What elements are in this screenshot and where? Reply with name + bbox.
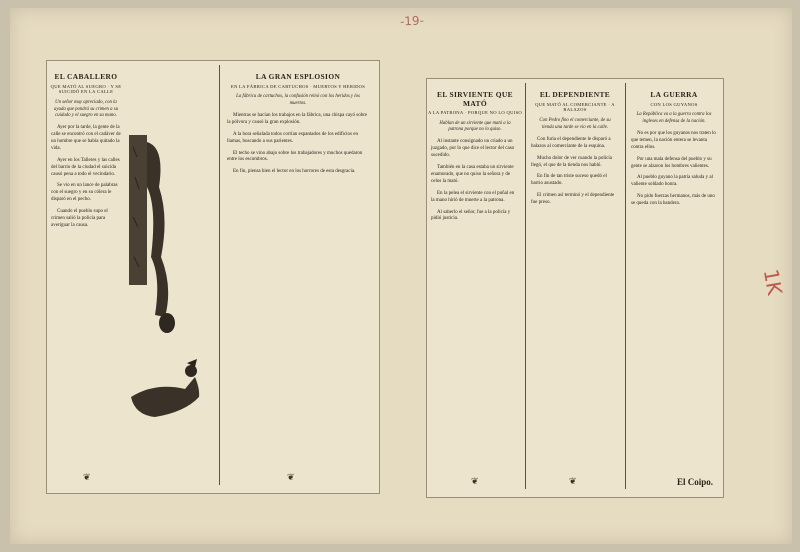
paragraph: Mientras se hacían los trabajos en la fábrica, una chispa cayó sobre la pólvora y causó la gran explosión. — [227, 112, 368, 125]
column-subtitle: QUE MATÓ AL SUEGRO · Y SE SUICIDÓ EN LA CALLE — [50, 83, 122, 95]
column-subtitle: QUE MATÓ AL COMERCIANTE · A BALAZOS — [535, 101, 615, 113]
paragraph: Ayer por la tarde, la gente de la calle se encontró con el cadáver de un hombre que se había quitado la vida. — [51, 125, 121, 151]
column-el-dependiente — [527, 85, 623, 469]
column-subtitle: EN LA FÁBRICA DE CARTUCHOS · MUERTOS Y HERIDOS — [230, 83, 366, 89]
paragraph: Mucho dolor de ver cuando la policía llegó, el que de la tienda nos habló. — [531, 155, 612, 168]
column-title: EL SIRVIENTE QUE MATÓ — [437, 90, 513, 108]
fleuron-ornament: ❦ — [471, 476, 479, 486]
column-divider — [625, 83, 626, 489]
fleuron-ornament: ❦ — [83, 472, 91, 482]
column-title: LA GUERRA — [650, 90, 698, 99]
column-intro: La República va a la guerra contra los ingleses en defensa de la nación. — [636, 112, 712, 124]
column-subtitle: CON LOS GUYANOS — [650, 101, 698, 107]
paragraph: Con furia el dependiente le disparó a balazos al comerciante de la esquina. — [531, 136, 611, 149]
column-el-caballero — [47, 67, 125, 465]
column-divider — [525, 83, 526, 489]
right-page — [426, 78, 724, 498]
paragraph: El techo se vino abajo sobre los trabajadores y muchos quedaron entre los escombros. — [227, 150, 363, 163]
fleuron-ornament: ❦ — [287, 472, 295, 482]
left-page — [46, 60, 380, 494]
column-subtitle: A LA PATRONA · PORQUE NO LO QUISO — [427, 110, 523, 116]
column-intro: Con Pedro fino el comerciante, de su tienda una tarde se vio en la calle. — [539, 118, 611, 130]
paragraph: En fin, piensa bien el lector en los horrores de esta desgracia. — [233, 169, 356, 175]
column-title: EL CABALLERO — [54, 72, 118, 81]
signature: El Coipo. — [676, 477, 713, 487]
woodcut-illustration — [125, 127, 205, 427]
pencil-annotation-top: -19- — [399, 13, 425, 29]
column-title: EL DEPENDIENTE — [539, 90, 611, 99]
column-divider — [219, 65, 220, 485]
pencil-annotation-right: 1K — [758, 267, 787, 297]
paragraph: No pido fuerzas hermanos, más de uno se queda con la bandera. — [631, 194, 715, 207]
paragraph: Al pueblo guyano la patria saluda y al valiente soldado honra. — [631, 175, 713, 188]
paragraph: En fin de tan triste suceso quedó el barrio asustado. — [531, 174, 607, 187]
column-la-gran-esplosion — [223, 67, 373, 465]
paragraph: Por una mala defensa del pueblo y su gente se alzaron los hombres valientes. — [631, 156, 712, 169]
column-intro: Un señor muy apreciado, con la ayuda que pondrá su crimen a su cuidado y el suegro en su mano. — [54, 100, 118, 118]
column-el-sirviente — [427, 85, 523, 469]
paragraph: También en la casa estaba un sirviente enamorado, que no quiso la señora y de celos la mató. — [431, 165, 514, 184]
paragraph: No es por que los guyanos nos traten lo que temen, la nación entera se levanta contra ellos. — [631, 130, 716, 150]
paragraph: A la hora señalada todos corrían espantados de los edificios en llamas, buscando a sus parientes. — [227, 131, 358, 144]
column-la-guerra — [627, 85, 721, 469]
column-intro: La fábrica de cartuchos, la confusión reinó con los heridos y los muertos. — [236, 94, 360, 106]
paragraph: Se vio en un lance de palabras con el suegro y en su cólera le disparó en el pecho. — [51, 183, 118, 203]
paragraph: En la pelea el sirviente con el puñal en la mano hirió de muerte a la patrona. — [431, 190, 515, 203]
column-title: LA GRAN ESPLOSION — [255, 72, 341, 81]
paragraph: Al saberlo el señor, fue a la policía y pidió justicia. — [431, 209, 511, 222]
paragraph: Cuando el pueblo supo el crimen salió la policía para averiguar la causa. — [51, 209, 108, 228]
fleuron-ornament: ❦ — [569, 476, 577, 486]
paragraph: El crimen así terminó y el dependiente fue preso. — [531, 193, 615, 206]
paragraph: Ayer en los Talleres y las calles del barrio de la ciudad el suicida causó pena a todo el vecindario. — [51, 157, 120, 177]
paragraph: Al instante consignado un criado a un juzgado, por lo que dice el lector del caso sucedido. — [431, 139, 515, 159]
column-intro: Hablan de un sirviente que mató a la patrona porque no lo quiso. — [439, 121, 511, 133]
